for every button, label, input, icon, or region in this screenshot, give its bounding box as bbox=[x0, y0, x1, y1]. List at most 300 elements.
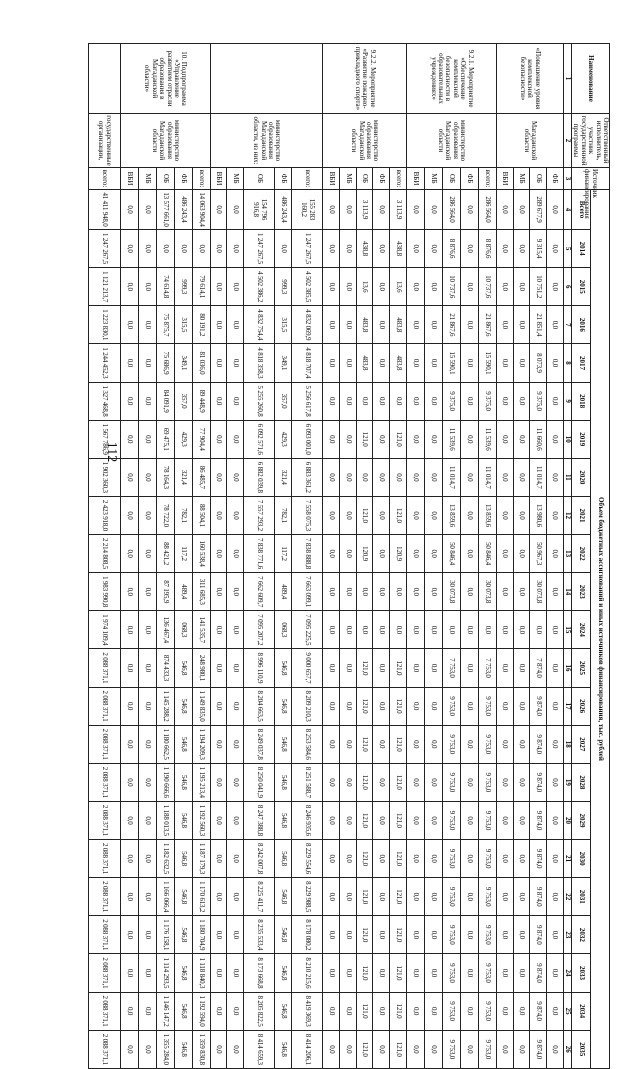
header-year: 2035 bbox=[571, 1030, 590, 1068]
row-value: 0,0 bbox=[373, 840, 390, 878]
row-total: 154 796 916,8 bbox=[244, 190, 275, 230]
row-value: 74 614,8 bbox=[156, 268, 174, 306]
row-value: 0,0 bbox=[406, 420, 424, 458]
row-value: 0,0 bbox=[227, 878, 244, 916]
row-value: 0,0 bbox=[496, 954, 513, 992]
row-value: 121,0 bbox=[356, 420, 373, 458]
row-value: 121,0 bbox=[390, 916, 407, 954]
header-year: 2024 bbox=[571, 611, 590, 649]
row-value: 0,0 bbox=[120, 382, 138, 420]
row-value: 13 980,6 bbox=[530, 496, 547, 534]
row-value: 0,0 bbox=[546, 306, 563, 344]
row-name: 9.2.2. Мероприятие «Развитие пожарно-прикладного спорта» bbox=[323, 44, 406, 114]
row-value: 0,0 bbox=[227, 535, 244, 573]
row-value: 8 251 588,7 bbox=[292, 763, 323, 801]
row-value: 0,0 bbox=[424, 535, 442, 573]
row-value: 117,2 bbox=[275, 535, 292, 573]
row-total: 0,0 bbox=[120, 190, 138, 230]
row-value: 483,8 bbox=[356, 306, 373, 344]
row-value: 248 980,1 bbox=[192, 649, 210, 687]
row-value: 489,4 bbox=[275, 573, 292, 611]
row-name bbox=[210, 44, 323, 114]
row-source: ФБ bbox=[460, 168, 478, 190]
column-number: 2 bbox=[563, 114, 571, 168]
row-value: 0,0 bbox=[460, 687, 478, 725]
row-value: 0,0 bbox=[513, 687, 530, 725]
column-number: 3 bbox=[563, 168, 571, 190]
row-value: 121,0 bbox=[390, 496, 407, 534]
row-value: 121,0 bbox=[390, 649, 407, 687]
row-value: 0,0 bbox=[406, 458, 424, 496]
row-total: 0,0 bbox=[138, 190, 156, 230]
row-value: 9 000 657,7 bbox=[292, 649, 323, 687]
column-number: 21 bbox=[563, 840, 571, 878]
row-value: 8 205 822,5 bbox=[244, 992, 275, 1030]
row-source: ФБ bbox=[373, 168, 390, 190]
row-value: 0,0 bbox=[120, 878, 138, 916]
row-value: 0,0 bbox=[323, 992, 340, 1030]
row-value: 88 421,2 bbox=[156, 535, 174, 573]
row-total: 13 577 661,0 bbox=[156, 190, 174, 230]
row-value: 0,0 bbox=[546, 1030, 563, 1068]
row-value: 1 190 666,6 bbox=[156, 763, 174, 801]
row-value: 0,0 bbox=[156, 230, 174, 268]
row-value: 0,0 bbox=[513, 535, 530, 573]
row-total: 0,0 bbox=[373, 190, 390, 230]
row-value: 0,0 bbox=[138, 992, 156, 1030]
row-value: 50 846,4 bbox=[442, 535, 460, 573]
row-value: 121,0 bbox=[390, 801, 407, 839]
row-value: 7 838 771,6 bbox=[244, 535, 275, 573]
row-value: 0,0 bbox=[227, 763, 244, 801]
row-total: 41 411 948,0 bbox=[88, 190, 120, 230]
table-row bbox=[424, 44, 442, 1069]
row-value: 69 475,1 bbox=[156, 420, 174, 458]
row-value: 0,0 bbox=[340, 458, 357, 496]
row-value: 0,0 bbox=[460, 382, 478, 420]
row-value: 9 874,0 bbox=[530, 725, 547, 763]
row-value: 0,0 bbox=[478, 611, 496, 649]
row-value: 546,8 bbox=[174, 801, 192, 839]
row-value: 1 146 147,2 bbox=[156, 992, 174, 1030]
column-number: 5 bbox=[563, 230, 571, 268]
row-value: 0,0 bbox=[356, 611, 373, 649]
column-number: 24 bbox=[563, 954, 571, 992]
row-value: 8 996 110,9 bbox=[244, 649, 275, 687]
row-value: 11 014,7 bbox=[530, 458, 547, 496]
row-value: 11 014,7 bbox=[442, 458, 460, 496]
row-value: 546,8 bbox=[275, 840, 292, 878]
row-value: 0,0 bbox=[546, 611, 563, 649]
row-value: 0,0 bbox=[120, 649, 138, 687]
row-total: 0,0 bbox=[460, 190, 478, 230]
table-row bbox=[138, 44, 156, 1069]
row-total: 0,0 bbox=[340, 190, 357, 230]
row-value: 0,0 bbox=[210, 992, 227, 1030]
row-value: 0,0 bbox=[513, 306, 530, 344]
row-value: 0,0 bbox=[406, 840, 424, 878]
row-value: 0,0 bbox=[373, 801, 390, 839]
row-value: 1 121 213,7 bbox=[88, 268, 120, 306]
row-value: 0,0 bbox=[424, 573, 442, 611]
row-value: 0,0 bbox=[424, 344, 442, 382]
row-value: 0,0 bbox=[406, 535, 424, 573]
row-executor: Магаданской области bbox=[496, 114, 563, 168]
row-value: 8 250 041,9 bbox=[244, 763, 275, 801]
column-number: 12 bbox=[563, 496, 571, 534]
row-value: 0,0 bbox=[513, 1030, 530, 1068]
row-value: 2 088 371,1 bbox=[88, 649, 120, 687]
row-executor: государственные организации, bbox=[88, 114, 120, 168]
row-value: 0,0 bbox=[138, 458, 156, 496]
row-value: 0,0 bbox=[120, 344, 138, 382]
row-value: 0,0 bbox=[138, 268, 156, 306]
row-value: 7 753,0 bbox=[478, 649, 496, 687]
row-value: 999,3 bbox=[275, 268, 292, 306]
row-value: 0,0 bbox=[460, 840, 478, 878]
row-value: 0,0 bbox=[227, 382, 244, 420]
row-value: 8 210 215,6 bbox=[292, 954, 323, 992]
row-value: 9 753,0 bbox=[478, 916, 496, 954]
row-source: МБ bbox=[138, 168, 156, 190]
row-value: 0,0 bbox=[210, 763, 227, 801]
row-value: 121,0 bbox=[390, 763, 407, 801]
column-number: 26 bbox=[563, 1030, 571, 1068]
row-value: 9 753,0 bbox=[478, 840, 496, 878]
row-value: 0,0 bbox=[406, 954, 424, 992]
row-value: 0,0 bbox=[323, 763, 340, 801]
row-value: 0,0 bbox=[340, 573, 357, 611]
row-value: 0,0 bbox=[227, 840, 244, 878]
row-value: 0,0 bbox=[513, 230, 530, 268]
row-value: 0,0 bbox=[496, 687, 513, 725]
row-value: 0,0 bbox=[323, 649, 340, 687]
row-value: 0,0 bbox=[546, 840, 563, 878]
column-number: 23 bbox=[563, 916, 571, 954]
header-year: 2014 bbox=[571, 230, 590, 268]
header-year: 2026 bbox=[571, 687, 590, 725]
header-year: 2018 bbox=[571, 382, 590, 420]
row-value: 0,0 bbox=[496, 801, 513, 839]
row-value: 121,0 bbox=[356, 992, 373, 1030]
row-value: 0,0 bbox=[340, 382, 357, 420]
row-value: 8 419 369,3 bbox=[292, 992, 323, 1030]
row-value: 0,0 bbox=[496, 458, 513, 496]
table-row bbox=[156, 44, 174, 1069]
row-source: ОБ bbox=[530, 168, 547, 190]
header-year: 2025 bbox=[571, 649, 590, 687]
row-value: 0,0 bbox=[340, 725, 357, 763]
row-value: 9 753,0 bbox=[442, 916, 460, 954]
row-value: 0,0 bbox=[546, 458, 563, 496]
row-value: 0,0 bbox=[120, 801, 138, 839]
row-value: 0,0 bbox=[373, 496, 390, 534]
row-value: 0,0 bbox=[546, 649, 563, 687]
row-value: 120,9 bbox=[390, 535, 407, 573]
row-value: 1 118 840,3 bbox=[192, 954, 210, 992]
row-total: 0,0 bbox=[227, 190, 244, 230]
row-value: 1 187 179,3 bbox=[192, 840, 210, 878]
row-value: 8 414 659,3 bbox=[244, 1030, 275, 1068]
row-value: 0,0 bbox=[138, 382, 156, 420]
row-value: 0,0 bbox=[513, 496, 530, 534]
row-value: 1 192 594,0 bbox=[192, 992, 210, 1030]
row-executor: министерство образования Магаданской области bbox=[120, 114, 210, 168]
row-name: «Повышение уровня комплексной безопасности» bbox=[496, 44, 563, 114]
row-value: 21 867,6 bbox=[478, 306, 496, 344]
row-source: ОБ bbox=[442, 168, 460, 190]
row-value: 429,3 bbox=[275, 420, 292, 458]
row-value: 0,0 bbox=[323, 687, 340, 725]
row-value: 121,0 bbox=[356, 496, 373, 534]
table-row bbox=[513, 44, 530, 1069]
column-number: 1 bbox=[563, 44, 571, 114]
row-value: 9 753,0 bbox=[478, 687, 496, 725]
row-total: 289 677,9 bbox=[530, 190, 547, 230]
row-source: всего: bbox=[88, 168, 120, 190]
row-value: 0,0 bbox=[460, 611, 478, 649]
row-value: 0,0 bbox=[406, 1030, 424, 1068]
row-value: 0,0 bbox=[513, 954, 530, 992]
row-value: 0,0 bbox=[174, 230, 192, 268]
row-value: 1 192 560,3 bbox=[192, 801, 210, 839]
row-value: 0,0 bbox=[120, 496, 138, 534]
column-number: 4 bbox=[563, 190, 571, 230]
row-value: 0,0 bbox=[460, 420, 478, 458]
row-value: 0,0 bbox=[546, 954, 563, 992]
row-value: 0,0 bbox=[138, 763, 156, 801]
row-source: ОБ bbox=[156, 168, 174, 190]
row-value: 546,8 bbox=[275, 992, 292, 1030]
row-value: 0,0 bbox=[120, 458, 138, 496]
row-value: 0,0 bbox=[530, 611, 547, 649]
row-value: 21 851,4 bbox=[530, 306, 547, 344]
row-value: 121,0 bbox=[356, 1030, 373, 1068]
row-value: 0,0 bbox=[496, 725, 513, 763]
row-value: 10 751,2 bbox=[530, 268, 547, 306]
row-value: 136 467,4 bbox=[156, 611, 174, 649]
row-value: 0,0 bbox=[210, 496, 227, 534]
row-value: 8 229 554,6 bbox=[292, 840, 323, 878]
row-value: 9 315,4 bbox=[530, 230, 547, 268]
row-value: 8 229 988,5 bbox=[292, 878, 323, 916]
row-value: 0,0 bbox=[546, 992, 563, 1030]
row-value: 0,0 bbox=[227, 230, 244, 268]
row-value: 0,0 bbox=[513, 801, 530, 839]
row-value: 0,0 bbox=[496, 840, 513, 878]
row-value: 4 832 069,9 bbox=[292, 306, 323, 344]
row-value: 0,0 bbox=[138, 306, 156, 344]
row-value: 1 149 835,0 bbox=[192, 687, 210, 725]
header-name: Наименование bbox=[571, 44, 609, 114]
row-value: 8 235 533,4 bbox=[244, 916, 275, 954]
row-value: 6 093 001,0 bbox=[292, 420, 323, 458]
row-value: 0,0 bbox=[496, 611, 513, 649]
row-source: ФБ bbox=[174, 168, 192, 190]
row-value: 0,0 bbox=[138, 535, 156, 573]
row-total: 486 243,4 bbox=[275, 190, 292, 230]
row-value: 0,0 bbox=[424, 801, 442, 839]
row-executor: министерство образования Магаданской области bbox=[323, 114, 406, 168]
row-source: всего: bbox=[390, 168, 407, 190]
row-value: 0,0 bbox=[390, 573, 407, 611]
row-value: 0,0 bbox=[460, 344, 478, 382]
row-source: ОБ bbox=[244, 168, 275, 190]
row-source: ФБ bbox=[275, 168, 292, 190]
row-value: 0,0 bbox=[340, 268, 357, 306]
row-value: 1 974 109,4 bbox=[88, 611, 120, 649]
row-total: 0,0 bbox=[323, 190, 340, 230]
row-value: 0,0 bbox=[513, 649, 530, 687]
row-value: 2 088 371,1 bbox=[88, 801, 120, 839]
row-value: 0,0 bbox=[340, 801, 357, 839]
row-value: 7 663 099,1 bbox=[292, 573, 323, 611]
row-value: 1 176 158,1 bbox=[156, 916, 174, 954]
row-value: 0,0 bbox=[373, 916, 390, 954]
row-value: 483,8 bbox=[390, 344, 407, 382]
row-value: 999,3 bbox=[174, 268, 192, 306]
row-value: 0,0 bbox=[496, 382, 513, 420]
row-value: 30 073,8 bbox=[530, 573, 547, 611]
row-value: 9 753,0 bbox=[442, 687, 460, 725]
row-value: 0,0 bbox=[138, 344, 156, 382]
row-value: 0,0 bbox=[323, 611, 340, 649]
row-value: 0,0 bbox=[192, 230, 210, 268]
column-number: 18 bbox=[563, 725, 571, 763]
row-value: 0,0 bbox=[210, 458, 227, 496]
row-value: 4 502 385,5 bbox=[292, 268, 323, 306]
row-value: 7 662 609,7 bbox=[244, 573, 275, 611]
row-value: 121,0 bbox=[356, 954, 373, 992]
row-value: 0,0 bbox=[356, 573, 373, 611]
row-value: 121,0 bbox=[390, 954, 407, 992]
row-value: 9 375,0 bbox=[530, 382, 547, 420]
row-value: 0,0 bbox=[424, 687, 442, 725]
row-value: 0,0 bbox=[340, 878, 357, 916]
row-executor: министерство образования Магаданской области bbox=[406, 114, 496, 168]
row-value: 0,0 bbox=[406, 916, 424, 954]
row-value: 8 253 584,6 bbox=[292, 725, 323, 763]
row-value: 0,0 bbox=[513, 840, 530, 878]
row-value: 0,0 bbox=[210, 420, 227, 458]
row-value: 546,8 bbox=[174, 763, 192, 801]
row-value: 121,0 bbox=[390, 420, 407, 458]
row-value: 0,0 bbox=[406, 268, 424, 306]
row-value: 357,0 bbox=[275, 382, 292, 420]
row-value: 0,0 bbox=[138, 420, 156, 458]
row-value: 0,0 bbox=[513, 878, 530, 916]
row-value: 0,0 bbox=[546, 916, 563, 954]
row-value: 438,8 bbox=[390, 230, 407, 268]
row-value: 0,0 bbox=[227, 725, 244, 763]
row-value: 87 195,9 bbox=[156, 573, 174, 611]
row-value: 0,0 bbox=[120, 840, 138, 878]
row-value: 0,0 bbox=[406, 344, 424, 382]
row-value: 0,0 bbox=[120, 916, 138, 954]
row-value: 0,0 bbox=[513, 420, 530, 458]
row-value: 121,0 bbox=[390, 725, 407, 763]
row-value: 2 088 371,1 bbox=[88, 763, 120, 801]
column-number: 9 bbox=[563, 382, 571, 420]
row-value: 2 088 371,1 bbox=[88, 954, 120, 992]
column-number: 16 bbox=[563, 649, 571, 687]
row-value: 546,8 bbox=[174, 916, 192, 954]
row-value: 0,0 bbox=[373, 878, 390, 916]
row-value: 0,0 bbox=[210, 725, 227, 763]
row-value: 0,0 bbox=[340, 687, 357, 725]
row-value: 0,0 bbox=[406, 649, 424, 687]
row-value: 0,0 bbox=[513, 573, 530, 611]
row-value: 483,8 bbox=[356, 344, 373, 382]
row-value: 0,0 bbox=[406, 611, 424, 649]
row-value: 0,0 bbox=[373, 306, 390, 344]
row-value: 0,0 bbox=[460, 1030, 478, 1068]
row-value: 13,6 bbox=[390, 268, 407, 306]
row-value: 8 178 080,2 bbox=[292, 916, 323, 954]
row-value: 7 558 075,3 bbox=[292, 496, 323, 534]
row-value: 0,0 bbox=[227, 420, 244, 458]
row-value: 13,6 bbox=[356, 268, 373, 306]
row-value: 1 327 468,8 bbox=[88, 382, 120, 420]
row-value: 0,0 bbox=[323, 458, 340, 496]
row-total: 155 283 160,2 bbox=[292, 190, 323, 230]
row-value: 0,0 bbox=[373, 954, 390, 992]
row-value: 81 036,0 bbox=[192, 344, 210, 382]
row-value: 121,0 bbox=[390, 1030, 407, 1068]
row-value: 0,0 bbox=[460, 230, 478, 268]
row-value: 546,8 bbox=[275, 878, 292, 916]
row-value: 0,0 bbox=[210, 878, 227, 916]
column-number: 17 bbox=[563, 687, 571, 725]
row-value: 315,5 bbox=[275, 306, 292, 344]
row-value: 546,8 bbox=[174, 687, 192, 725]
row-value: 0,0 bbox=[227, 916, 244, 954]
row-value: 117,2 bbox=[174, 535, 192, 573]
row-value: 546,8 bbox=[275, 725, 292, 763]
row-value: 0,0 bbox=[138, 801, 156, 839]
row-value: 546,8 bbox=[275, 649, 292, 687]
row-value: 6 092 571,6 bbox=[244, 420, 275, 458]
row-value: 0,0 bbox=[323, 268, 340, 306]
row-value: 0,0 bbox=[424, 992, 442, 1030]
row-value: 0,0 bbox=[496, 878, 513, 916]
table-row bbox=[442, 44, 460, 1069]
row-value: 0,0 bbox=[227, 496, 244, 534]
row-value: 0,0 bbox=[406, 306, 424, 344]
row-value: 121,0 bbox=[356, 649, 373, 687]
row-value: 9 753,0 bbox=[478, 954, 496, 992]
row-value: 0,0 bbox=[373, 344, 390, 382]
row-value: 483,8 bbox=[390, 306, 407, 344]
row-value: 121,0 bbox=[356, 763, 373, 801]
row-value: 0,0 bbox=[120, 1030, 138, 1068]
row-value: 546,8 bbox=[174, 1030, 192, 1068]
row-value: 0,0 bbox=[275, 230, 292, 268]
row-value: 0,0 bbox=[496, 268, 513, 306]
row-value: 141 535,7 bbox=[192, 611, 210, 649]
row-value: 0,0 bbox=[424, 916, 442, 954]
row-value: 0,0 bbox=[210, 344, 227, 382]
row-value: 0,0 bbox=[210, 840, 227, 878]
row-value: 0,0 bbox=[496, 992, 513, 1030]
row-value: 429,3 bbox=[174, 420, 192, 458]
row-value: 8 247 388,8 bbox=[244, 801, 275, 839]
row-value: 9 874,0 bbox=[530, 801, 547, 839]
table-row bbox=[244, 44, 275, 1069]
row-value: 5 255 260,8 bbox=[244, 382, 275, 420]
row-value: 0,0 bbox=[496, 344, 513, 382]
row-value: 121,0 bbox=[390, 687, 407, 725]
